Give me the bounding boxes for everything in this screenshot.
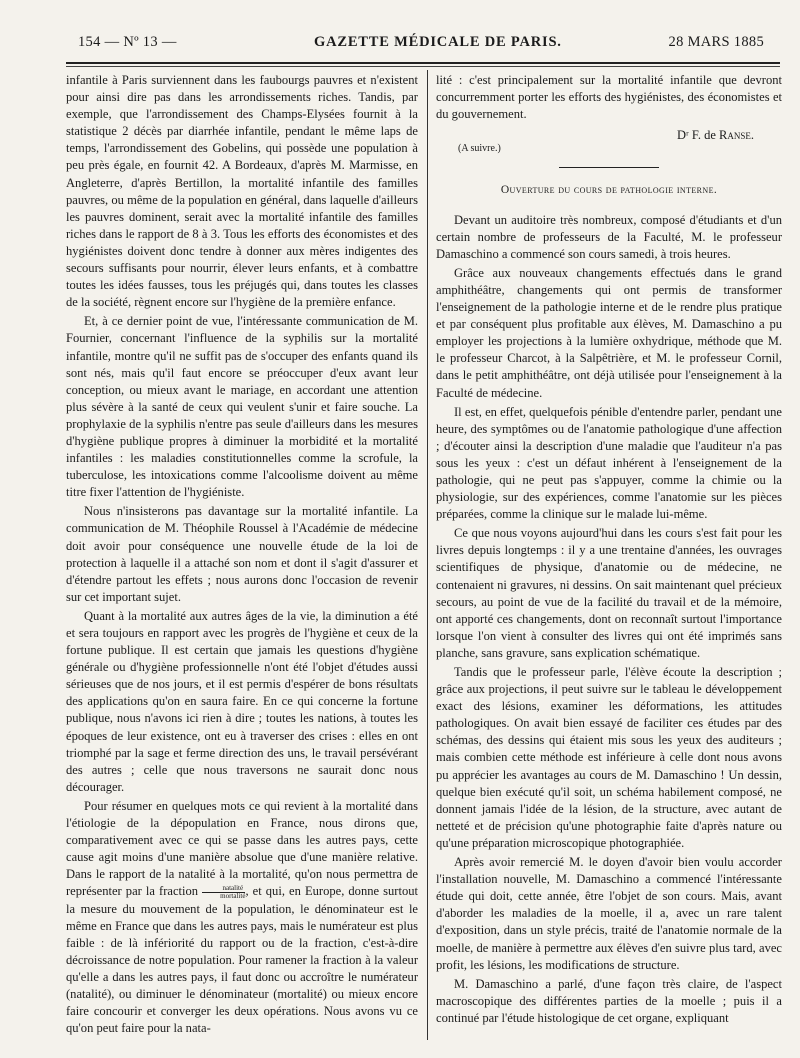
page-header [66, 32, 782, 54]
right-paragraph-1: Devant un auditoire très nombreux, composé d'étudiants et d'un certain nombre de professeurs de la Faculté, M. le professeur Damaschino a commencé son cours samedi, à trois heures. [436, 212, 782, 261]
header-rule [66, 62, 780, 64]
fraction [202, 885, 245, 900]
signature-prefix: Dʳ F. de [677, 128, 716, 143]
left-paragraph-1: infantile à Paris surviennent dans les faubourgs pauvres et n'existent pour ainsi dire pas dans les arrondissements riches. Tandis, par exemple, que l'arrondissement des Champs-Elysées fournit à la statistique 2 décès par diarrhée infantile, pendant le même laps de temps, l'arrondissement des Gobelins, qui possède une population à peu près égale, en fournit 42. A Bordeaux, d'après M. Marmisse, en Angleterre, d'après Bertillon, la mortalité infantile des familles pauvres, ou même de la population en général, dans laquelle d'ailleurs les pauvres dominent, serait avec la mortalité infantile des familles riches dans le rapport de 8 à 3. Tous les efforts des économistes et des hygiénistes doivent donc tendre à donner aux mères indigentes des secours suffisants pour nourrir, élever leurs enfants, et à combattre toutes les idées fausses, tous les préjugés qui, dans toutes les classes de la société, règnent encore sur l'hygiène de la première enfance. [66, 73, 418, 310]
to-follow-note: (A suivre.) [458, 143, 501, 155]
right-paragraph-3: Il est, en effet, quelquefois pénible d'entendre parler, pendant une heure, des symptômes ou de l'anatomie pathologique d'une affection ; d'écouter ainsi la description d'une maladie que l'auditeur n'a pas sous les yeux : c'est un défaut inhérent à l'enseignement de la pathologie, qui ne peut pas s'appuyer, comme la chimie ou la physiologie, sur des expériences, comme l'anatomie sur les pièces préparées, comme la clinique sur le malade lui-même. [436, 404, 782, 522]
journal-title: GAZETTE MÉDICALE DE PARIS. [314, 34, 562, 50]
right-column [436, 72, 782, 1027]
left-paragraph-2: Et, à ce dernier point de vue, l'intéressante communication de M. Fournier, concernant l'influence de la syphilis sur la mortalité infantile, montre qu'il ne suffit pas de s'occuper des enfants quand ils sont nés, mais qu'il faut encore se préoccuper d'eux avant leur conception, ou mieux avant le mariage, en accordant une attention plus sévère à la santé de ceux qui veulent s'unir et faire souche. La prophylaxie de la syphilis n'entre pas seule d'ailleurs dans les mesures d'hygiène publique propres à diminuer la morbidité et la mortalité infantiles : les maladies constitutionnelles comme la scrofule, la tuberculose, les intoxications comme l'alcoolisme doivent au même titre fixer l'attention de l'hygiéniste. [66, 314, 418, 500]
right-paragraph-4: Ce que nous voyons aujourd'hui dans les cours s'est fait pour les livres depuis longtemps : il y a une trentaine d'années, les ouvrages scientifiques de physique, d'anatomie ou de médecine, ne contenaient ni gravures, ni dessins. On sait maintenant quel précieux secours, au point de vue de la facilité du travail et de la mémoire, ont apporté ces changements, dont on reconnaît surtout l'importance lorsque l'on vient à consulter des livres qui ont été imprimés sans planche, sans gravure, sans explication schématique. [436, 526, 782, 660]
right-paragraph-7: M. Damaschino a parlé, d'une façon très claire, de l'aspect macroscopique des différentes parties de la moelle ; puis il a continué par l'étude histologique de cet organe, expliquant [436, 976, 782, 1025]
left-paragraph-3: Nous n'insisterons pas davantage sur la mortalité infantile. La communication de M. Théophile Roussel à l'Académie de médecine doit avoir pour conséquence une nouvelle étude de la loi de protection à laquelle il a attaché son nom et dont il s'agit d'assurer et d'étendre partout les effets ; nous aurons donc l'occasion de revenir sur cet important sujet. [66, 504, 418, 604]
left-paragraph-5a: Pour résumer en quelques mots ce qui revient à la mortalité dans l'étiologie de la dépopulation en France, nous dirons que, comparativement avec ce qui se passe dans les autres pays, cette cause agit moins d'une manière absolue que d'une manière relative. Dans le rapport de la natalité à la mortalité, qu'on nous permettra de représenter par la fraction [66, 798, 418, 899]
page-number-text: 154 — [78, 34, 120, 50]
issue-date: 28 MARS 1885 [668, 34, 764, 50]
fraction-numerator: natalité [202, 885, 245, 893]
right-paragraph-5: Tandis que le professeur parle, l'élève écoute la description ; grâce aux projections, il peut suivre sur le tableau le développement exact des lésions, examiner les déformations, les attitudes pathologiques. On avait bien essayé de faciliter ces études par des schémas, des dessins qui étaient mis sous les yeux des auditeurs ; mais combien cette méthode est inférieure à celle dont nous avons pu apprécier les avantages au cours de M. Damaschino ! Un dessin, quelque bien exécuté qu'il soit, un schéma habilement composé, ne donnent jamais l'idée de la lésion, de la structure, avec autant de netteté et de précision qu'une photographie faite d'après nature ou qu'une préparation microscopique photographiée. [436, 665, 782, 850]
left-column [66, 72, 418, 1037]
fraction-denominator: mortalité [220, 892, 246, 901]
page-number [78, 34, 177, 51]
right-continuation: lité : c'est principalement sur la mortalité infantile que devront concurremment porter les efforts des hygiénistes, des économistes et du gouvernement. [436, 73, 782, 122]
left-paragraph-5 [66, 798, 418, 1037]
section-title: Ouverture du cours de pathologie interne. [500, 184, 718, 197]
right-paragraph-6: Après avoir remercié M. le doyen d'avoir bien voulu accorder l'installation nouvelle, M. Damaschino a commencé l'intéressante étude qui doit, cette année, être l'objet de son cours. Mais, avant d'aborder les maladies de la moelle, il a, avec un rare talent d'exposition, dans un style précis, traité de l'anatomie normale de la moelle, de manière à permettre aux élèves d'en suivre plus tard, avec profit, les lésions, les modifications de structure. [436, 855, 782, 972]
left-paragraph-5b: , et qui, en Europe, donne surtout la mesure du mouvement de la population, le dénominateur est le même en France que dans les autres pays, mais le numérateur est plus faible : de là infériorité du rapport ou de la fraction, c'est-à-dire décroissance de notre population. Pour ramener la fraction à la valeur qu'elle a dans les autres pays, il faut donc ou accroître le numérateur (natalité), ou diminuer le dénominateur (mortalité) ou mieux encore faire concourir et converger les deux opérations. Nous avons vu ce qu'on peut faire pour la nata- [66, 884, 418, 1036]
left-paragraph-4: Quant à la mortalité aux autres âges de la vie, la diminution a été et sera toujours en rapport avec les progrès de l'hygiène et ceux de la fortune publique. Il est certain que jamais les questions d'hygiène générale ou d'hygiène professionnelle n'ont été l'objet d'études aussi sérieuses que de nos jours, et il est permis d'espérer de bons résultats des applications qu'on en saura faire. En ce qui concerne la fortune publique, nous n'avons ici rien à dire ; toutes les nations, à toutes les époques de leur existence, ont eu à traverser des crises : elles en ont triomphé par la sage et ferme direction des uns, le travail persévérant des autres ; celle que nous traversons ne saurait donc nous décourager. [66, 608, 418, 794]
column-separator [427, 70, 428, 1040]
issue-number: Nº 13 — [123, 34, 177, 50]
right-paragraph-2: Grâce aux nouveaux changements effectués dans le grand amphithéâtre, changements qui ont permis de transformer l'enseignement de la pathologie interne et de le rendre plus pratique et par conséquent plus profitable aux élèves, M. Damaschino a pu employer les projections à la lumière oxhydrique, méthode que M. le professeur Charcot, à la Salpêtrière, et M. le professeur Cornil, dans le petit amphithéâtre, ont déjà utilisée pour l'enseignement à la Faculté de médecine. [436, 265, 782, 400]
section-divider [559, 167, 659, 168]
header-rule-thin [66, 66, 780, 67]
signature-name: Ranse. [719, 128, 754, 143]
